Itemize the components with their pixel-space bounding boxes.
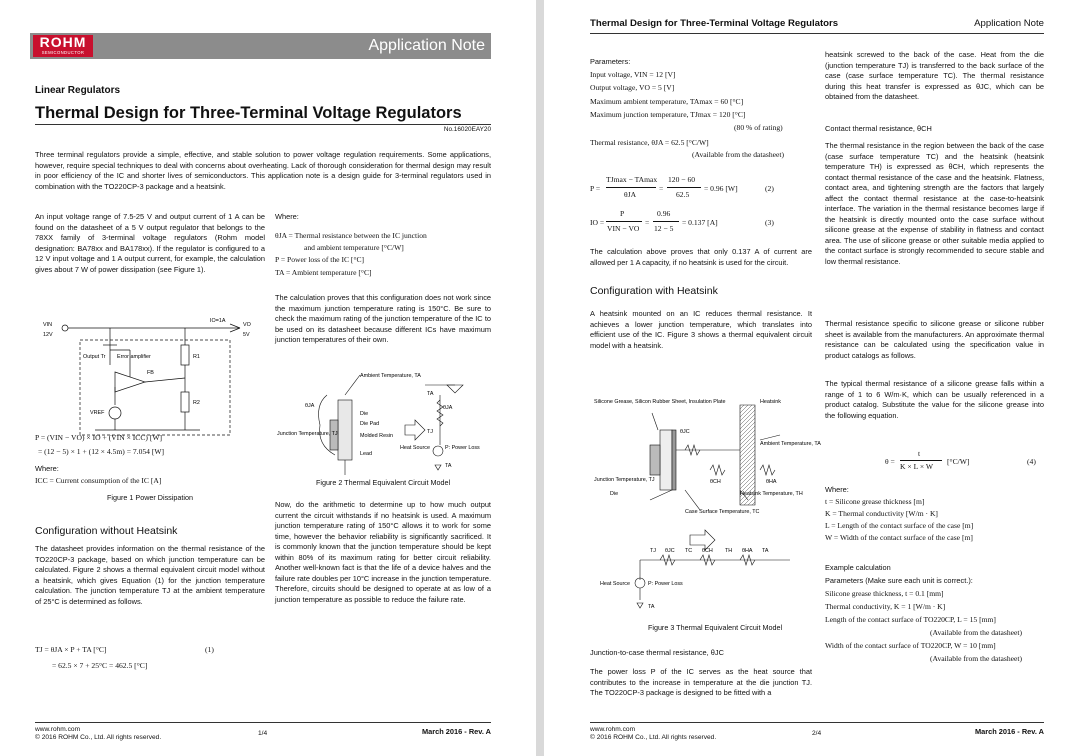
fig2-ta: TA [427, 391, 434, 397]
fig3-ta: TA [648, 604, 655, 610]
heading-with-heatsink: Configuration with Heatsink [590, 285, 718, 297]
theta-definition-2: and ambient temperature [°C/W] [304, 243, 404, 252]
figure-1-circuit [35, 310, 275, 440]
param-thermal-resistance-note: (Available from the datasheet) [692, 150, 784, 159]
footer-copyright: © 2016 ROHM Co., Ltd. All rights reserved. [590, 734, 717, 741]
example-params-label: Parameters (Make sure each unit is correct.): [825, 576, 973, 585]
eq3-equals: = [645, 218, 650, 227]
header-title: Thermal Design for Three-Terminal Voltage Regulators [590, 18, 839, 29]
example-width: Width of the contact surface of TO220CP, W = 10 [mm] [825, 641, 996, 650]
fig1-error-amp: Error amplifier [117, 354, 151, 360]
fig3-case-temp: Case Surface Temperature, TC [685, 509, 760, 515]
eq2-frac1-num: TJmax − TAmax [606, 175, 658, 184]
equation-3 [590, 208, 820, 238]
footer-rule [35, 722, 491, 723]
where-label-2: Where: [275, 212, 299, 221]
eq2-frac1-den: θJA [624, 190, 637, 199]
footer-page-number: 1/4 [258, 730, 268, 737]
banner-label: Application Note [368, 37, 485, 54]
eq4-unit: [°C/W] [947, 457, 970, 466]
fig3-chain-tj: TJ [650, 548, 656, 554]
footer-copyright: © 2016 ROHM Co., Ltd. All rights reserved. [35, 734, 162, 741]
power-equation-2: = (12 − 5) × 1 + (12 × 4.5m) = 7.054 [W] [38, 447, 165, 456]
eq2-frac-bar-1 [606, 187, 656, 188]
footer-page-number: 2/4 [812, 730, 822, 737]
ta-definition: TA = Ambient temperature [°C] [275, 268, 372, 277]
fig3-die: Die [610, 491, 619, 497]
eq2-number: (2) [765, 184, 774, 193]
fig1-vin-value: 12V [43, 332, 53, 338]
example-length: Length of the contact surface of TO220CP, L = 15 [mm] [825, 615, 996, 624]
fig2-p-loss: P: Power Loss [445, 445, 480, 451]
category: Linear Regulators [35, 85, 121, 96]
figure-3-caption: Figure 3 Thermal Equivalent Circuit Model [647, 623, 783, 632]
eq2-result: = 0.96 [W] [704, 184, 738, 193]
fig2-die: Die [360, 411, 369, 417]
figure-1-caption: Figure 1 Power Dissipation [107, 493, 193, 502]
example-conductivity: Thermal conductivity, K = 1 [W/m · K] [825, 602, 946, 611]
param-max-junction-note: (80 % of rating) [734, 123, 783, 132]
footer-rule [590, 722, 1044, 723]
fig1-r1: R1 [193, 354, 200, 360]
tj-equation-1: TJ = θJA × P + TA [°C] [35, 645, 107, 654]
tj-equation-1-number: (1) [205, 645, 214, 654]
header-rule [590, 33, 1044, 34]
jc-paragraph: The power loss P of the IC serves as the heat source that contributes to the increase in temperature at the die junction TJ. The TO220CP-3 package is designed to be fitted with a [590, 667, 812, 698]
where-label-1: Where: [35, 464, 59, 473]
fig2-heat-source: Heat Source [400, 445, 430, 451]
fig1-vo-value: 5V [243, 332, 250, 338]
fig3-chain-theta-ha: θHA [742, 548, 753, 554]
def-w: W = Width of the contact surface of the case [m] [825, 533, 973, 542]
fig3-heatsink: Heatsink [760, 399, 781, 405]
calculation-paragraph: The calculation above proves that only 0.137 A of current are allowed per 1 A capacity, if no heatsink is used for the circuit. [590, 247, 812, 267]
eq4-numerator: t [918, 449, 921, 458]
equation-4 [825, 448, 1044, 476]
fig3-heatsink-temp: Heatsink Temperature, TH [740, 491, 803, 497]
fig3-chain-th: TH [725, 548, 733, 554]
eq4-number: (4) [1027, 457, 1036, 466]
middle-paragraph: The calculation proves that this configuration does not work since the maximum junction temperature rating is 150°C. Be sure to check the maximum rating of the junction temperature of the IC to be used on its datasheet because different ICs have maximum junction temperatures of their own. [275, 293, 491, 345]
param-max-junction: Maximum junction temperature, TJmax = 120 [°C] [590, 110, 746, 119]
footer-date: March 2016 - Rev. A [974, 727, 1044, 736]
fig3-theta-jc: θJC [680, 429, 690, 435]
right-paragraph-2: The thermal resistance in the region between the back of the case (case surface temperature TC) and the heatsink (heatsink temperature TH) is expressed as θCH, which represents the contact thermal resistance of the case and the heatsink. Flatness, contact area, and tightening strength are the factors that largely affect the contact thermal resistance at the case-to-heatsink interface. The variation in the thermal resistance becomes large if the heatsink is directly mounted onto the case surface without silicone grease at the expense of stability in flatness and contact area. The use of silicone grease or other suitable media applied to the contact surface is strongly recommended to secure stable and low thermal resistance. [825, 141, 1044, 266]
fig2-lead: Lead [360, 451, 372, 457]
fig3-chain-theta-jc: θJC [665, 548, 675, 554]
fig3-heat-source: Heat Source [600, 581, 630, 587]
eq3-frac1-num: P [620, 209, 625, 218]
fig1-r2: R2 [193, 400, 200, 406]
param-input-voltage: Input voltage, VIN = 12 [V] [590, 70, 676, 79]
left-paragraph: An input voltage range of 7.5-25 V and output current of 1 A can be found on the datasheet of a 5 V output regulator that belongs to the 78XX family of 3-terminal voltage regulators (Rohm model designation: BA78xx and BA178xx). If the regulator is configured to a 12 V input voltage and 1 A output current, for example, the calculation gives about 7 W of power dissipation (see Figure 1). [35, 212, 265, 274]
right-paragraph-1: heatsink screwed to the back of the case. Heat from the die (junction temperature TJ) is transferred to the back surface of the case (case surface temperature TC). The thermal resistance during this heat transfer is expressed as θJC, which can be obtained from the datasheet. [825, 50, 1044, 102]
eq3-frac2-num: 0.96 [657, 209, 671, 218]
fig3-p-loss: P: Power Loss [648, 581, 683, 587]
fig3-chain-ta: TA [762, 548, 769, 554]
fig3-theta-ha: θHA [766, 479, 777, 485]
eq2-lhs: P = [590, 184, 601, 193]
icc-definition: ICC = Current consumption of the IC [A] [35, 476, 162, 485]
jc-label: Junction-to-case thermal resistance, θJC [590, 648, 724, 657]
fig1-fb: FB [147, 370, 154, 376]
fig1-vin: VIN [43, 322, 52, 328]
title-rule [35, 124, 491, 125]
eq3-frac2-den: 12 − 5 [654, 224, 674, 233]
theta-definition-1: θJA = Thermal resistance between the IC junction [275, 231, 427, 240]
parameters-label: Parameters: [590, 57, 631, 66]
param-output-voltage: Output voltage, VO = 5 [V] [590, 83, 675, 92]
with-heatsink-paragraph: A heatsink mounted on an IC reduces thermal resistance. It achieves a lower junction temperature, which translates into efficient use of the IC. Figure 3 shows a thermal equivalent circuit model with a heatsink. [590, 309, 812, 350]
fig1-io: IO=1A [210, 318, 226, 324]
right-paragraph-4: The typical thermal resistance of a silicone grease falls within a range of 1 to 6 W/m·K, which can be usually referenced in a product catalog. Substitute the value for the silicone grease into the following equation. [825, 379, 1044, 420]
fig2-molded: Molded Resin [360, 433, 393, 439]
rohm-logo: ROHM SEMICONDUCTOR [33, 35, 93, 57]
power-equation-1: P = (VIN − VO) × IO + (VIN × ICC) [W] [35, 433, 163, 442]
eq4-denominator: K × L × W [900, 462, 934, 471]
page-1 [0, 0, 536, 756]
fig3-theta-ch: θCH [710, 479, 721, 485]
param-thermal-resistance: Thermal resistance, θJA = 62.5 [°C/W] [590, 138, 709, 147]
eq3-frac1-den: VIN − VO [607, 224, 640, 233]
fig3-junction: Junction Temperature, TJ [594, 477, 655, 483]
header-label: Application Note [974, 18, 1044, 29]
eq3-lhs: IO = [590, 218, 605, 227]
fig2-junction: Junction Temperature, TJ [277, 431, 338, 437]
fig3-ambient: Ambient Temperature, TA [760, 441, 821, 447]
tj-equation-2: = 62.5 × 7 + 25°C = 462.5 [°C] [52, 661, 148, 670]
eq3-frac-bar-2 [653, 221, 679, 222]
figure-2-caption: Figure 2 Thermal Equivalent Circuit Model [315, 478, 451, 487]
fig3-chain-theta-ch: θCH [702, 548, 713, 554]
def-l: L = Length of the contact surface of the case [m] [825, 521, 974, 530]
now-paragraph: Now, do the arithmetic to determine up to how much output current the circuit withstands if no heatsink is used. A maximum junction temperature rating of 150°C allows it to work for some time, however the behavior reliability is significantly sacrificed. It is commonly known that the junction temperature should be kept within 80% of its maximum rating for better circuit reliability. Another well-known fact is that the life of a device halves and the failure rate doubles per 10°C increase in the junction temperature. Therefore, circuits should be designed to operate at as low of a junction temperature as possible to reduce the failure rate. [275, 500, 491, 604]
example-thickness: Silicone grease thickness, t = 0.1 [mm] [825, 589, 944, 598]
fig1-vo: VO [243, 322, 251, 328]
figure-3-model [590, 395, 821, 615]
ch-label: Contact thermal resistance, θCH [825, 124, 932, 133]
fig2-theta-ja: θJA [305, 403, 315, 409]
p-definition: P = Power loss of the IC [°C] [275, 255, 365, 264]
example-length-note: (Available from the datasheet) [930, 628, 1022, 637]
fig2-tj: TJ [427, 429, 433, 435]
eq3-number: (3) [765, 218, 774, 227]
page-2 [544, 0, 1080, 756]
doc-number: No.16020EAY20 [443, 126, 491, 133]
fig1-vref: VREF [90, 410, 105, 416]
eq3-frac-bar-1 [606, 221, 642, 222]
fig2-ta-bottom: TA [445, 463, 452, 469]
eq3-result: = 0.137 [A] [682, 218, 718, 227]
fig1-output-tr: Output Tr [83, 354, 106, 360]
def-t: t = Silicone grease thickness [m] [825, 497, 925, 506]
footer-date: March 2016 - Rev. A [421, 727, 491, 736]
def-k: K = Thermal conductivity [W/m · K] [825, 509, 938, 518]
footer-url[interactable]: www.rohm.com [590, 726, 636, 733]
fig2-theta-ja-right: θJA [443, 405, 453, 411]
eq2-frac-bar-2 [667, 187, 701, 188]
eq2-equals: = [659, 184, 664, 193]
intro-paragraph: Three terminal regulators provide a simple, effective, and stable solution to power voltage regulation requirements. Some applications, however, require special techniques to deal with concerns about overheating. Lack of thorough consideration for thermal design may result in poor efficiency of the IC and shorter lives of semiconductors. This application note is a design guide for 3-terminal regulators used in combination with the TO220CP-3 package and a heatsink. [35, 150, 491, 191]
eq2-frac2-den: 62.5 [676, 190, 690, 199]
eq4-lhs: θ = [885, 457, 895, 466]
example-width-note: (Available from the datasheet) [930, 654, 1022, 663]
fig2-die-pad: Die Pad [360, 421, 380, 427]
page-title: Thermal Design for Three-Terminal Voltage Regulators [35, 104, 462, 122]
where-label: Where: [825, 485, 849, 494]
fig3-chain-tc: TC [685, 548, 693, 554]
heading-without-heatsink: Configuration without Heatsink [35, 525, 178, 537]
right-paragraph-3: Thermal resistance specific to silicone grease or silicone rubber sheet is available from the manufacturers. An approximate thermal resistance can be calculated using the specification value in product catalogs as follows. [825, 319, 1044, 360]
example-label: Example calculation [825, 563, 891, 572]
eq2-frac2-num: 120 − 60 [668, 175, 696, 184]
fig2-ambient: Ambient Temperature, TA [360, 373, 421, 379]
figure-2-model [275, 365, 491, 480]
param-max-ambient: Maximum ambient temperature, TAmax = 60 [°C] [590, 97, 744, 106]
footer-url[interactable]: www.rohm.com [35, 726, 81, 733]
fig3-grease: Silicone Grease, Silicon Rubber Sheet, Insulation Plate [594, 399, 726, 405]
equation-2 [590, 174, 820, 204]
without-heatsink-paragraph: The datasheet provides information on the thermal resistance of the TO220CP-3 package, based on which junction temperature can be calculated. Figure 2 shows a thermal equivalent circuit model without a heatsink, which gives Equation (1) for the junction temperature calculation. The junction temperature TJ at the ambient temperature of 25°C is determined as follows. [35, 544, 265, 606]
